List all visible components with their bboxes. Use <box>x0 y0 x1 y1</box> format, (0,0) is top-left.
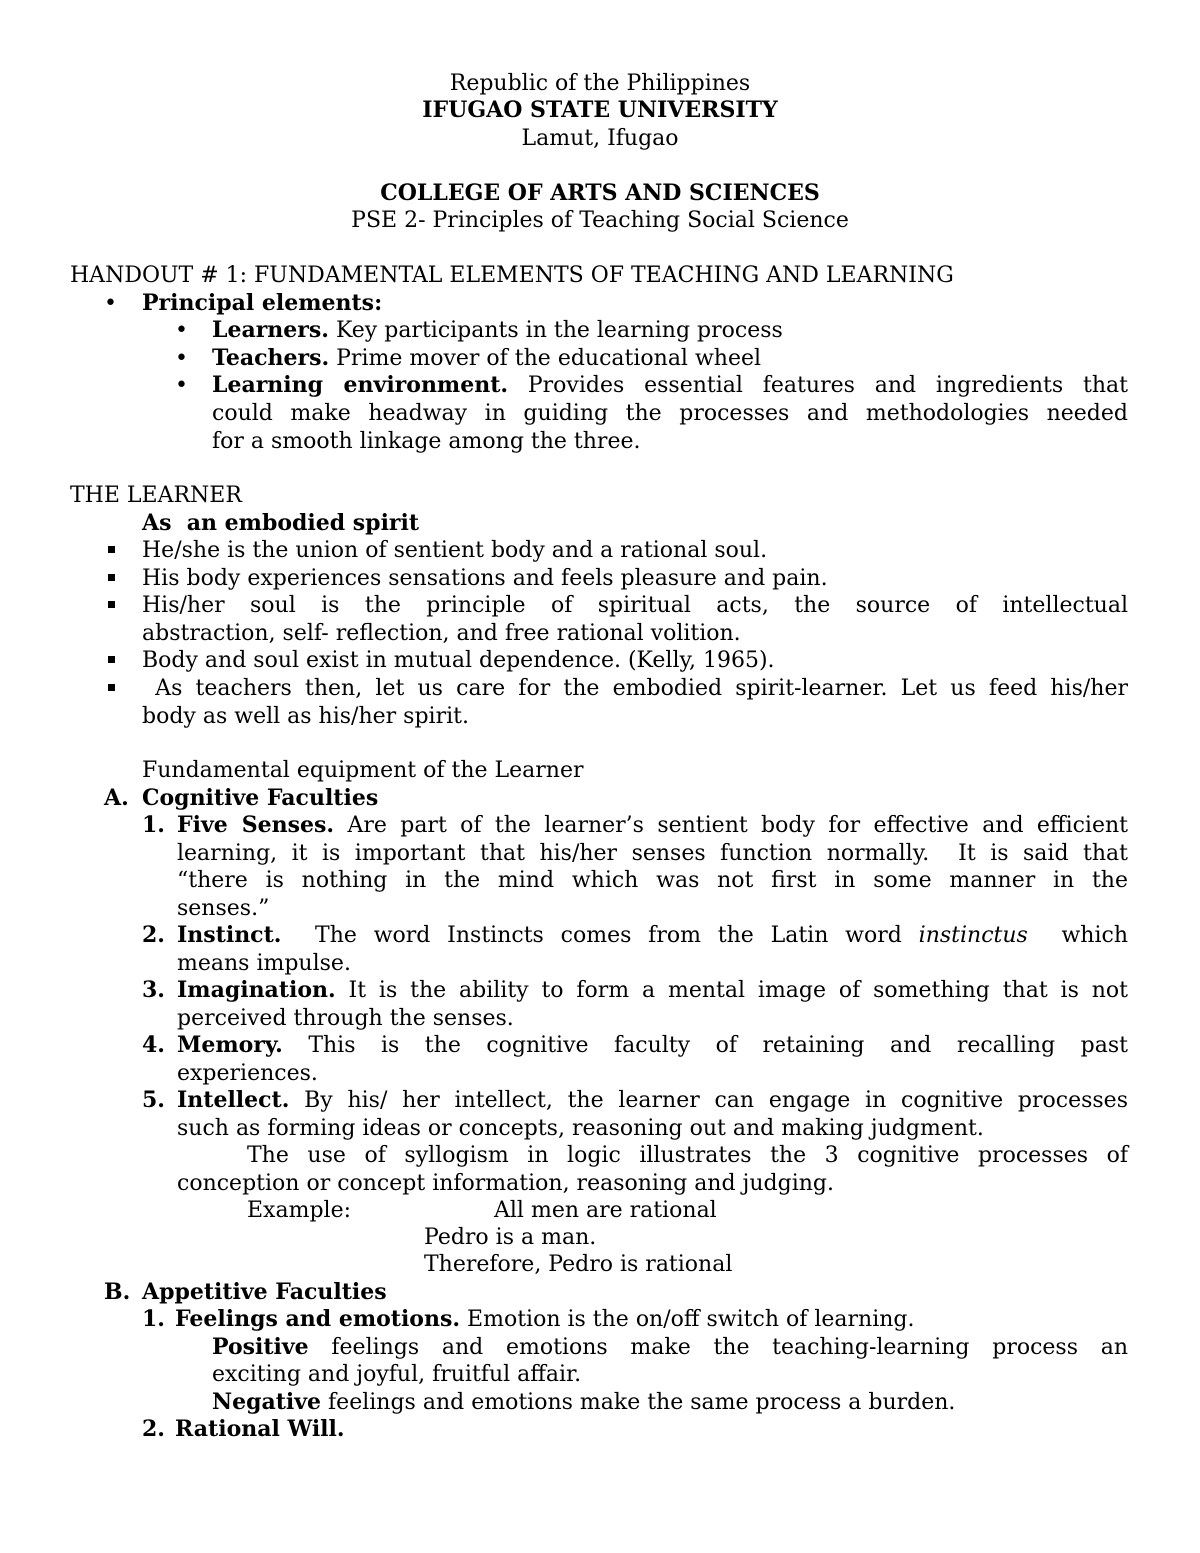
item-term: Memory. <box>177 1032 283 1058</box>
positive-desc: feelings and emotions make the teaching-learning process an <box>308 1335 1128 1360</box>
square-bullet <box>108 601 115 608</box>
element-desc-cont: could make headway in guiding the processes and methodologies needed <box>212 401 1128 426</box>
cognitive-item <box>177 922 1128 949</box>
element-desc: Key participants in the learning process <box>328 318 783 343</box>
element-desc: Prime mover of the educational wheel <box>329 346 762 371</box>
element-item <box>212 317 783 344</box>
item-number: 2. <box>142 922 165 948</box>
item-desc-cont: “there is nothing in the mind which was not first in some manner in the <box>177 868 1128 893</box>
item-number: 5. <box>142 1087 165 1113</box>
item-desc-cont: such as forming ideas or concepts, reasoning out and making judgment. <box>177 1116 984 1141</box>
header-republic: Republic of the Philippines <box>449 71 751 96</box>
positive-text-cont: exciting and joyful, fruitful affair. <box>212 1362 582 1387</box>
element-term: Teachers. <box>212 345 330 371</box>
item-term: Feelings and emotions. <box>175 1306 461 1332</box>
bullet: • <box>175 318 188 343</box>
example-label: Example: <box>247 1198 351 1223</box>
learner-bullet-cont: abstraction, self- reflection, and free rational volition. <box>142 621 741 646</box>
item-desc: It is the ability to form a mental image of something that is not <box>335 978 1128 1003</box>
element-item <box>212 345 761 372</box>
item-desc-cont: learning, it is important that his/her senses function normally. It is said that <box>177 841 1128 866</box>
positive-text <box>212 1334 1128 1361</box>
learner-bullet: Body and soul exist in mutual dependence. (Kelly, 1965). <box>142 648 775 673</box>
item-desc-cont: means impulse. <box>177 951 351 976</box>
header-course: PSE 2- Principles of Teaching Social Science <box>351 208 849 233</box>
item-desc: By his/ her intellect, the learner can engage in cognitive processes <box>289 1088 1128 1113</box>
syllogism-text-cont: conception or concept information, reasoning and judging. <box>177 1171 834 1196</box>
cognitive-item <box>177 812 1128 839</box>
appetitive-item <box>175 1306 915 1333</box>
item-desc-cont: senses.” <box>177 896 270 921</box>
syllogism-text: The use of syllogism in logic illustrates the 3 cognitive processes of <box>247 1143 1128 1168</box>
item-number: 1. <box>142 812 165 838</box>
item-desc-cont: perceived through the senses. <box>177 1006 514 1031</box>
cognitive-item <box>177 1087 1128 1114</box>
negative-text <box>212 1389 955 1416</box>
bullet: • <box>104 291 117 316</box>
header-college: COLLEGE OF ARTS AND SCIENCES <box>380 180 820 206</box>
positive-term: Positive <box>212 1334 309 1360</box>
bullet: • <box>175 373 188 398</box>
item-term: Instinct. <box>177 922 282 948</box>
learner-bullet: As teachers then, let us care for the embodied spirit-learner. Let us feed his/her <box>142 676 1128 701</box>
item-number: 4. <box>142 1032 165 1058</box>
cognitive-item <box>177 1032 1128 1059</box>
square-bullet <box>108 684 115 691</box>
bullet: • <box>175 346 188 371</box>
learner-heading: THE LEARNER <box>70 483 242 508</box>
example-line: Therefore, Pedro is rational <box>424 1252 733 1277</box>
principal-elements-label: Principal elements: <box>142 290 383 316</box>
learner-bullet: He/she is the union of sentient body and a rational soul. <box>142 538 768 563</box>
element-desc: Provides essential features and ingredients that <box>508 373 1128 398</box>
example-line: Pedro is a man. <box>424 1225 597 1250</box>
example-line: All men are rational <box>494 1198 717 1223</box>
element-term: Learners. <box>212 317 329 343</box>
square-bullet <box>108 656 115 663</box>
square-bullet <box>108 574 115 581</box>
learner-bullet-cont: body as well as his/her spirit. <box>142 704 469 729</box>
appetitive-title: Appetitive Faculties <box>142 1279 387 1305</box>
element-item <box>212 372 1128 399</box>
square-bullet <box>108 546 115 553</box>
item-term: Five Senses. <box>177 812 335 838</box>
handout-title: HANDOUT # 1: FUNDAMENTAL ELEMENTS OF TEACHING AND LEARNING <box>70 263 954 288</box>
section-letter: A. <box>104 785 129 811</box>
item-desc: which <box>1027 923 1128 948</box>
header-university: IFUGAO STATE UNIVERSITY <box>422 97 778 123</box>
item-term: Imagination. <box>177 977 336 1003</box>
element-desc-cont: for a smooth linkage among the three. <box>212 429 641 454</box>
item-term: Intellect. <box>177 1087 290 1113</box>
learner-bullet: His body experiences sensations and feels pleasure and pain. <box>142 566 828 591</box>
element-term: Learning environment. <box>212 372 509 398</box>
item-desc: This is the cognitive faculty of retaining and recalling past <box>282 1033 1128 1058</box>
item-desc-cont: experiences. <box>177 1061 318 1086</box>
item-desc: Emotion is the on/off switch of learning. <box>460 1307 915 1332</box>
item-desc: Are part of the learner’s sentient body for effective and efficient <box>334 813 1128 838</box>
item-number: 1. <box>142 1306 165 1332</box>
item-desc: The word Instincts comes from the Latin word <box>281 923 919 948</box>
section-letter: B. <box>104 1279 131 1305</box>
item-number: 3. <box>142 977 165 1003</box>
item-term: Rational Will. <box>175 1416 345 1442</box>
item-italic-word: instinctus <box>918 923 1028 948</box>
cognitive-title: Cognitive Faculties <box>142 785 379 811</box>
item-number: 2. <box>142 1416 165 1442</box>
negative-desc: feelings and emotions make the same process a burden. <box>321 1390 956 1415</box>
negative-term: Negative <box>212 1389 322 1415</box>
header-location: Lamut, Ifugao <box>521 126 679 151</box>
learner-subheading: As an embodied spirit <box>142 510 420 536</box>
cognitive-item <box>177 977 1128 1004</box>
learner-bullet: His/her soul is the principle of spiritual acts, the source of intellectual <box>142 593 1128 618</box>
equipment-heading: Fundamental equipment of the Learner <box>142 758 584 783</box>
